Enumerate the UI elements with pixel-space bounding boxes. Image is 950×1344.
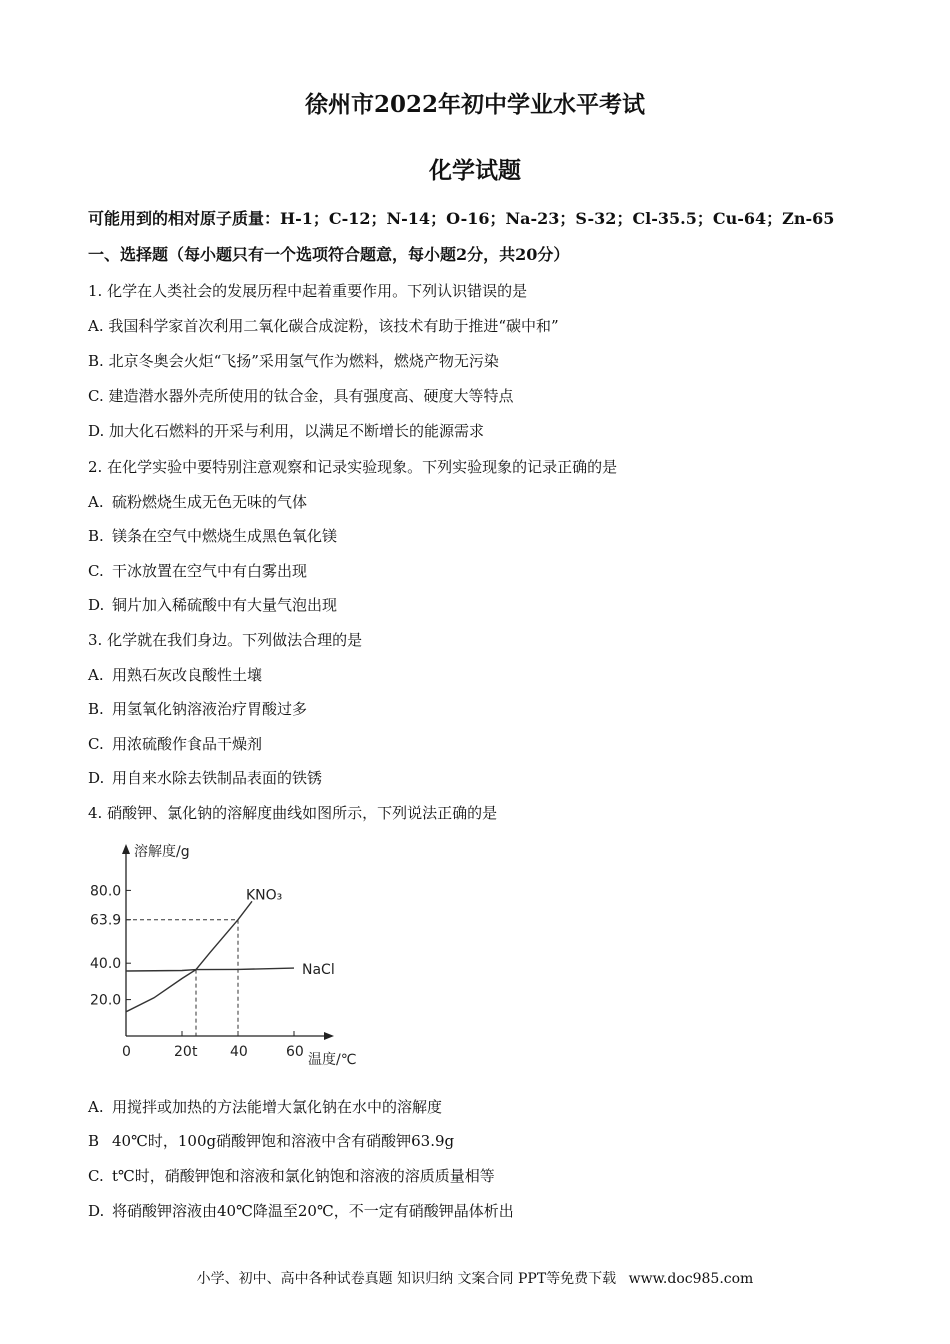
option-text: 用氢氧化钠溶液治疗胃酸过多 <box>112 700 308 718</box>
atomic-mass-line: 可能用到的相对原子质量：H-1；C-12；N-14；O-16；Na-23；S-32；Cl-35.5；Cu-64；Zn-65 <box>88 209 835 228</box>
option-text: 将硝酸钾溶液由40℃降温至20℃，不一定有硝酸钾晶体析出 <box>112 1202 514 1220</box>
option-item <box>88 560 307 581</box>
option-text: 建造潜水器外壳所使用的钛合金，具有强度高、硬度大等特点 <box>108 387 514 405</box>
option-key: B. <box>88 527 104 545</box>
kno3-series-label: KNO₃ <box>246 887 283 904</box>
page-title: 徐州市2022年初中学业水平考试 <box>304 91 645 118</box>
option-key: C. <box>88 735 104 753</box>
option-text: 我国科学家首次利用二氧化碳合成淀粉，该技术有助于推进“碳中和” <box>108 317 559 335</box>
option-text: t℃时，硝酸钾饱和溶液和氯化钠饱和溶液的溶质质量相等 <box>112 1167 495 1185</box>
option-item <box>88 491 307 512</box>
section-heading: 一、选择题（每小题只有一个选项符合题意，每小题2分，共20分） <box>88 245 570 264</box>
x-tick-label: 60 <box>286 1044 304 1060</box>
question-stem: 1. 化学在人类社会的发展历程中起着重要作用。下列认识错误的是 <box>88 282 528 300</box>
option-item <box>88 664 262 685</box>
kno3-curve <box>126 901 252 1012</box>
nacl-curve <box>126 968 294 971</box>
option-text: 硫粉燃烧生成无色无味的气体 <box>112 493 308 511</box>
option-key: A. <box>88 493 104 511</box>
option-key: A. <box>88 666 104 684</box>
solubility-chart <box>88 836 388 1068</box>
option-text: 镁条在空气中燃烧生成黑色氧化镁 <box>112 527 338 545</box>
option-item <box>88 698 307 719</box>
option-item <box>88 1130 454 1151</box>
option-text: 干冰放置在空气中有白雾出现 <box>112 562 308 580</box>
option-key: C. <box>88 562 104 580</box>
y-tick-label: 20.0 <box>90 992 122 1009</box>
option-key: C. <box>88 1167 104 1185</box>
x-tick-label: 0 <box>122 1044 131 1060</box>
y-tick-label: 80.0 <box>90 883 122 900</box>
y-axis-label: 溶解度/g <box>134 844 190 860</box>
question-stem: 3. 化学就在我们身边。下列做法合理的是 <box>88 631 363 649</box>
option-item <box>88 385 514 406</box>
question-stem: 2. 在化学实验中要特别注意观察和记录实验现象。下列实验现象的记录正确的是 <box>88 458 618 476</box>
option-key: D. <box>88 1202 105 1220</box>
y-tick-label: 63.9 <box>90 912 122 929</box>
option-text: 用搅拌或加热的方法能增大氯化钠在水中的溶解度 <box>112 1098 443 1116</box>
y-axis-arrow <box>122 844 130 854</box>
option-key: B. <box>88 700 104 718</box>
option-key: D. <box>88 769 105 787</box>
x-tick-label: 20 <box>174 1044 192 1060</box>
option-item <box>88 1200 514 1221</box>
footer-link[interactable]: www.doc985.com <box>628 1271 754 1287</box>
option-item <box>88 767 322 788</box>
page-subtitle: 化学试题 <box>429 157 521 184</box>
option-key: A. <box>88 317 104 335</box>
nacl-series-label: NaCl <box>302 962 335 979</box>
option-item <box>88 1096 442 1117</box>
option-key: B <box>88 1132 100 1150</box>
option-text: 铜片加入稀硫酸中有大量气泡出现 <box>112 596 338 614</box>
option-text: 用熟石灰改良酸性土壤 <box>112 666 263 684</box>
option-key: B. <box>88 352 104 370</box>
option-key: D. <box>88 422 105 440</box>
option-text: 用浓硫酸作食品干燥剂 <box>112 735 263 753</box>
footer-text: 小学、初中、高中各种试卷真题 知识归纳 文案合同 PPT等免费下载 <box>196 1271 617 1287</box>
option-item <box>88 525 337 546</box>
question-stem: 4. 硝酸钾、氯化钠的溶解度曲线如图所示，下列说法正确的是 <box>88 804 498 822</box>
option-key: D. <box>88 596 105 614</box>
x-axis-label: 温度/℃ <box>308 1052 357 1068</box>
option-item <box>88 1165 495 1186</box>
y-tick-label: 40.0 <box>90 956 122 973</box>
option-item <box>88 315 559 336</box>
option-text: 加大化石燃料的开采与利用，以满足不断增长的能源需求 <box>109 422 485 440</box>
x-tick-label: t <box>192 1044 198 1060</box>
option-item <box>88 594 337 615</box>
option-item <box>88 733 262 754</box>
option-text: 40℃时，100g硝酸钾饱和溶液中含有硝酸钾63.9g <box>112 1132 455 1150</box>
page-footer <box>0 1268 950 1288</box>
option-key: A. <box>88 1098 104 1116</box>
option-item <box>88 420 484 441</box>
x-axis-arrow <box>324 1032 334 1040</box>
option-key: C. <box>88 387 104 405</box>
option-item <box>88 350 499 371</box>
x-tick-label: 40 <box>230 1044 248 1060</box>
option-text: 北京冬奥会火炬“飞扬”采用氢气作为燃料，燃烧产物无污染 <box>108 352 499 370</box>
option-text: 用自来水除去铁制品表面的铁锈 <box>112 769 323 787</box>
